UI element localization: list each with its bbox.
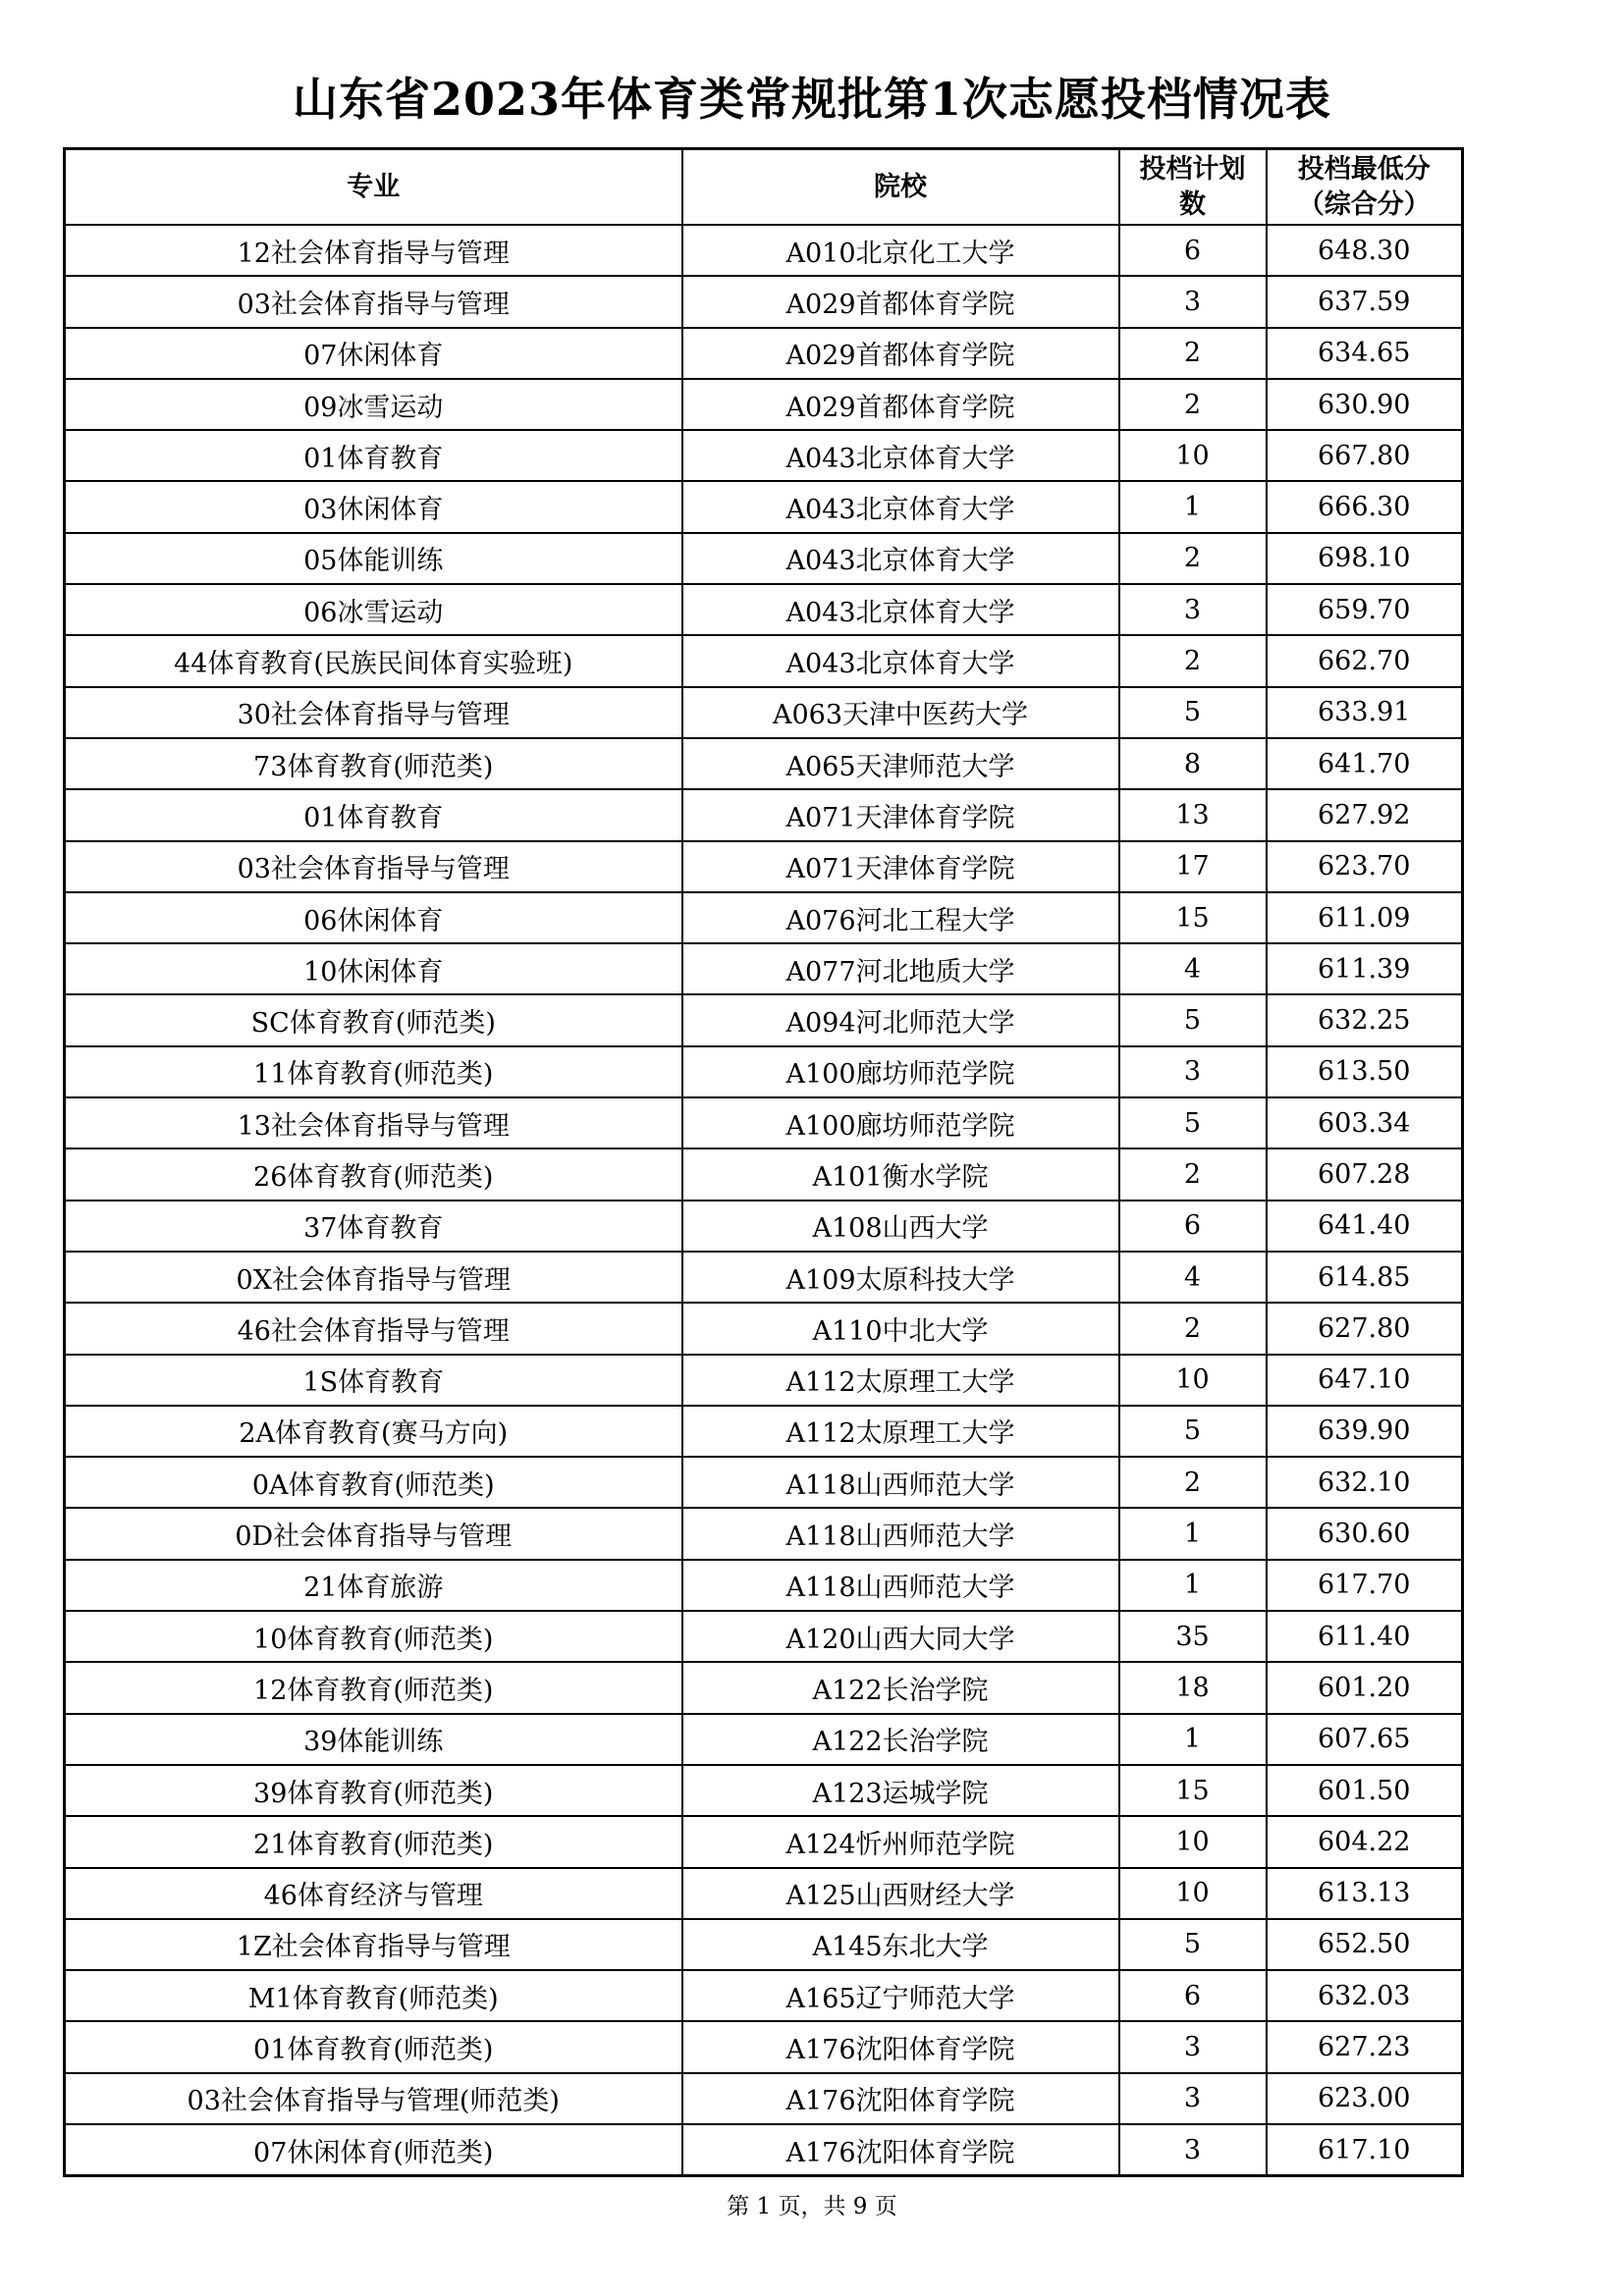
cell-major: 01体育教育: [65, 430, 682, 481]
table-row: [65, 943, 1463, 994]
cell-school: A110中北大学: [682, 1303, 1119, 1354]
cell-school: A122长治学院: [682, 1662, 1119, 1713]
cell-plan: 1: [1119, 481, 1267, 532]
cell-major: 12体育教育(师范类): [65, 1662, 682, 1713]
cell-major: 03社会体育指导与管理: [65, 841, 682, 892]
cell-school: A071天津体育学院: [682, 789, 1119, 840]
cell-school: A065天津师范大学: [682, 738, 1119, 789]
table-row: [65, 276, 1463, 327]
table-body: [65, 225, 1463, 2176]
header-school: 院校: [682, 149, 1119, 226]
table-row: [65, 738, 1463, 789]
cell-score: 652.50: [1267, 1919, 1463, 1970]
cell-plan: 10: [1119, 430, 1267, 481]
table-row: [65, 1611, 1463, 1662]
cell-major: 37体育教育: [65, 1201, 682, 1252]
cell-major: 1Z社会体育指导与管理: [65, 1919, 682, 1970]
cell-major: 39体能训练: [65, 1714, 682, 1765]
header-score-line2: （综合分）: [1297, 188, 1431, 220]
cell-school: A112太原理工大学: [682, 1355, 1119, 1406]
cell-school: A125山西财经大学: [682, 1868, 1119, 1919]
table-row: [65, 1148, 1463, 1200]
cell-plan: 5: [1119, 994, 1267, 1045]
cell-plan: 10: [1119, 1868, 1267, 1919]
cell-major: 26体育教育(师范类): [65, 1148, 682, 1200]
cell-plan: 3: [1119, 276, 1267, 327]
header-major: 专业: [65, 149, 682, 226]
table-row: [65, 430, 1463, 481]
cell-school: A029首都体育学院: [682, 328, 1119, 379]
table-row: [65, 892, 1463, 943]
cell-school: A043北京体育大学: [682, 584, 1119, 635]
cell-score: 667.80: [1267, 430, 1463, 481]
cell-plan: 5: [1119, 1919, 1267, 1970]
cell-plan: 2: [1119, 635, 1267, 686]
cell-major: 0D社会体育指导与管理: [65, 1508, 682, 1559]
cell-school: A108山西大学: [682, 1201, 1119, 1252]
table-row: [65, 584, 1463, 635]
cell-school: A043北京体育大学: [682, 430, 1119, 481]
cell-major: 2A体育教育(赛马方向): [65, 1406, 682, 1457]
table-row: [65, 481, 1463, 532]
cell-plan: 2: [1119, 328, 1267, 379]
cell-score: 623.70: [1267, 841, 1463, 892]
cell-plan: 10: [1119, 1355, 1267, 1406]
cell-school: A165辽宁师范大学: [682, 1970, 1119, 2021]
table-row: [65, 1919, 1463, 1970]
cell-score: 662.70: [1267, 635, 1463, 686]
cell-school: A029首都体育学院: [682, 276, 1119, 327]
cell-score: 611.09: [1267, 892, 1463, 943]
header-plan-line2: 数: [1179, 188, 1206, 220]
cell-major: 01体育教育(师范类): [65, 2021, 682, 2072]
cell-score: 611.39: [1267, 943, 1463, 994]
table-row: [65, 2073, 1463, 2124]
cell-school: A029首都体育学院: [682, 379, 1119, 430]
table-row: [65, 1970, 1463, 2021]
cell-score: 698.10: [1267, 533, 1463, 584]
cell-plan: 6: [1119, 225, 1267, 276]
header-score: [1267, 149, 1463, 226]
cell-plan: 2: [1119, 1457, 1267, 1508]
cell-score: 632.03: [1267, 1970, 1463, 2021]
cell-plan: 2: [1119, 1303, 1267, 1354]
page-title: 山东省2023年体育类常规批第1次志愿投档情况表: [292, 73, 1332, 126]
cell-major: SC体育教育(师范类): [65, 994, 682, 1045]
cell-school: A077河北地质大学: [682, 943, 1119, 994]
cell-plan: 4: [1119, 943, 1267, 994]
cell-score: 611.40: [1267, 1611, 1463, 1662]
cell-major: 13社会体育指导与管理: [65, 1097, 682, 1148]
table-row: [65, 1457, 1463, 1508]
cell-score: 617.10: [1267, 2124, 1463, 2176]
cell-major: 0A体育教育(师范类): [65, 1457, 682, 1508]
cell-major: 73体育教育(师范类): [65, 738, 682, 789]
cell-school: A043北京体育大学: [682, 481, 1119, 532]
cell-major: 46体育经济与管理: [65, 1868, 682, 1919]
cell-score: 627.80: [1267, 1303, 1463, 1354]
table-row: [65, 841, 1463, 892]
table-row: [65, 1714, 1463, 1765]
cell-score: 603.34: [1267, 1097, 1463, 1148]
cell-plan: 6: [1119, 1201, 1267, 1252]
cell-school: A043北京体育大学: [682, 533, 1119, 584]
cell-plan: 1: [1119, 1508, 1267, 1559]
cell-plan: 6: [1119, 1970, 1267, 2021]
cell-major: 03社会体育指导与管理(师范类): [65, 2073, 682, 2124]
cell-school: A176沈阳体育学院: [682, 2021, 1119, 2072]
cell-plan: 2: [1119, 379, 1267, 430]
cell-plan: 13: [1119, 789, 1267, 840]
cell-plan: 1: [1119, 1560, 1267, 1611]
table-row: [65, 1508, 1463, 1559]
header-plan: [1119, 149, 1267, 226]
table-row: [65, 1662, 1463, 1713]
cell-school: A043北京体育大学: [682, 635, 1119, 686]
cell-score: 627.92: [1267, 789, 1463, 840]
table-row: [65, 1765, 1463, 1816]
cell-school: A076河北工程大学: [682, 892, 1119, 943]
cell-score: 604.22: [1267, 1816, 1463, 1867]
table-row: [65, 1355, 1463, 1406]
cell-score: 632.25: [1267, 994, 1463, 1045]
header-plan-line1: 投档计划: [1139, 153, 1246, 185]
cell-plan: 2: [1119, 533, 1267, 584]
cell-school: A176沈阳体育学院: [682, 2073, 1119, 2124]
table-row: [65, 328, 1463, 379]
page-footer: 第 1 页，共 9 页: [727, 2194, 897, 2219]
cell-plan: 4: [1119, 1252, 1267, 1303]
table-row: [65, 379, 1463, 430]
cell-school: A124忻州师范学院: [682, 1816, 1119, 1867]
cell-school: A118山西师范大学: [682, 1508, 1119, 1559]
cell-plan: 17: [1119, 841, 1267, 892]
table-row: [65, 1816, 1463, 1867]
cell-score: 632.10: [1267, 1457, 1463, 1508]
cell-major: 10休闲体育: [65, 943, 682, 994]
cell-score: 659.70: [1267, 584, 1463, 635]
cell-plan: 3: [1119, 2124, 1267, 2176]
cell-major: 06休闲体育: [65, 892, 682, 943]
cell-school: A118山西师范大学: [682, 1457, 1119, 1508]
cell-plan: 3: [1119, 2073, 1267, 2124]
table-row: [65, 789, 1463, 840]
table-row: [65, 1303, 1463, 1354]
table-row: [65, 1560, 1463, 1611]
table-row: [65, 1868, 1463, 1919]
cell-score: 641.40: [1267, 1201, 1463, 1252]
cell-school: A118山西师范大学: [682, 1560, 1119, 1611]
cell-score: 613.13: [1267, 1868, 1463, 1919]
cell-plan: 3: [1119, 2021, 1267, 2072]
table-header: [65, 149, 1463, 226]
cell-score: 623.00: [1267, 2073, 1463, 2124]
cell-score: 637.59: [1267, 276, 1463, 327]
table-row: [65, 994, 1463, 1045]
cell-plan: 2: [1119, 1148, 1267, 1200]
cell-plan: 5: [1119, 687, 1267, 738]
table-row: [65, 2021, 1463, 2072]
cell-school: A145东北大学: [682, 1919, 1119, 1970]
cell-score: 607.28: [1267, 1148, 1463, 1200]
table-row: [65, 2124, 1463, 2176]
cell-score: 617.70: [1267, 1560, 1463, 1611]
header-row: [65, 149, 1463, 226]
cell-school: A100廊坊师范学院: [682, 1046, 1119, 1097]
cell-school: A101衡水学院: [682, 1148, 1119, 1200]
cell-plan: 35: [1119, 1611, 1267, 1662]
cell-major: 06冰雪运动: [65, 584, 682, 635]
cell-school: A120山西大同大学: [682, 1611, 1119, 1662]
cell-major: 39体育教育(师范类): [65, 1765, 682, 1816]
cell-school: A063天津中医药大学: [682, 687, 1119, 738]
header-score-line1: 投档最低分: [1297, 153, 1431, 185]
cell-school: A123运城学院: [682, 1765, 1119, 1816]
cell-school: A176沈阳体育学院: [682, 2124, 1119, 2176]
table-row: [65, 635, 1463, 686]
cell-major: 46社会体育指导与管理: [65, 1303, 682, 1354]
cell-major: 05体能训练: [65, 533, 682, 584]
table-row: [65, 1201, 1463, 1252]
cell-plan: 10: [1119, 1816, 1267, 1867]
cell-school: A100廊坊师范学院: [682, 1097, 1119, 1148]
cell-score: 627.23: [1267, 2021, 1463, 2072]
cell-score: 648.30: [1267, 225, 1463, 276]
cell-score: 641.70: [1267, 738, 1463, 789]
cell-score: 634.65: [1267, 328, 1463, 379]
cell-major: 21体育教育(师范类): [65, 1816, 682, 1867]
cell-school: A112太原理工大学: [682, 1406, 1119, 1457]
cell-plan: 8: [1119, 738, 1267, 789]
table-row: [65, 1097, 1463, 1148]
cell-score: 633.91: [1267, 687, 1463, 738]
cell-plan: 18: [1119, 1662, 1267, 1713]
cell-score: 630.90: [1267, 379, 1463, 430]
cell-major: 03休闲体育: [65, 481, 682, 532]
cell-score: 607.65: [1267, 1714, 1463, 1765]
table-row: [65, 687, 1463, 738]
table-row: [65, 1046, 1463, 1097]
cell-plan: 3: [1119, 1046, 1267, 1097]
table-row: [65, 1252, 1463, 1303]
cell-plan: 3: [1119, 584, 1267, 635]
cell-score: 666.30: [1267, 481, 1463, 532]
cell-score: 613.50: [1267, 1046, 1463, 1097]
cell-score: 614.85: [1267, 1252, 1463, 1303]
cell-score: 630.60: [1267, 1508, 1463, 1559]
cell-major: 30社会体育指导与管理: [65, 687, 682, 738]
cell-major: 07休闲体育(师范类): [65, 2124, 682, 2176]
cell-major: 09冰雪运动: [65, 379, 682, 430]
cell-major: 21体育旅游: [65, 1560, 682, 1611]
cell-score: 639.90: [1267, 1406, 1463, 1457]
cell-major: 1S体育教育: [65, 1355, 682, 1406]
cell-school: A094河北师范大学: [682, 994, 1119, 1045]
cell-plan: 15: [1119, 892, 1267, 943]
table-row: [65, 533, 1463, 584]
cell-plan: 5: [1119, 1097, 1267, 1148]
cell-school: A109太原科技大学: [682, 1252, 1119, 1303]
cell-score: 601.50: [1267, 1765, 1463, 1816]
table-row: [65, 1406, 1463, 1457]
cell-major: 44体育教育(民族民间体育实验班): [65, 635, 682, 686]
cell-major: 01体育教育: [65, 789, 682, 840]
cell-score: 647.10: [1267, 1355, 1463, 1406]
cell-major: 12社会体育指导与管理: [65, 225, 682, 276]
cell-major: M1体育教育(师范类): [65, 1970, 682, 2021]
cell-score: 601.20: [1267, 1662, 1463, 1713]
cell-school: A010北京化工大学: [682, 225, 1119, 276]
table-row: [65, 225, 1463, 276]
cell-major: 10体育教育(师范类): [65, 1611, 682, 1662]
cell-school: A122长治学院: [682, 1714, 1119, 1765]
cell-plan: 15: [1119, 1765, 1267, 1816]
cell-plan: 1: [1119, 1714, 1267, 1765]
cell-plan: 5: [1119, 1406, 1267, 1457]
cell-major: 03社会体育指导与管理: [65, 276, 682, 327]
cell-major: 0X社会体育指导与管理: [65, 1252, 682, 1303]
admission-table: [63, 147, 1464, 2177]
cell-major: 11体育教育(师范类): [65, 1046, 682, 1097]
cell-major: 07休闲体育: [65, 328, 682, 379]
cell-school: A071天津体育学院: [682, 841, 1119, 892]
